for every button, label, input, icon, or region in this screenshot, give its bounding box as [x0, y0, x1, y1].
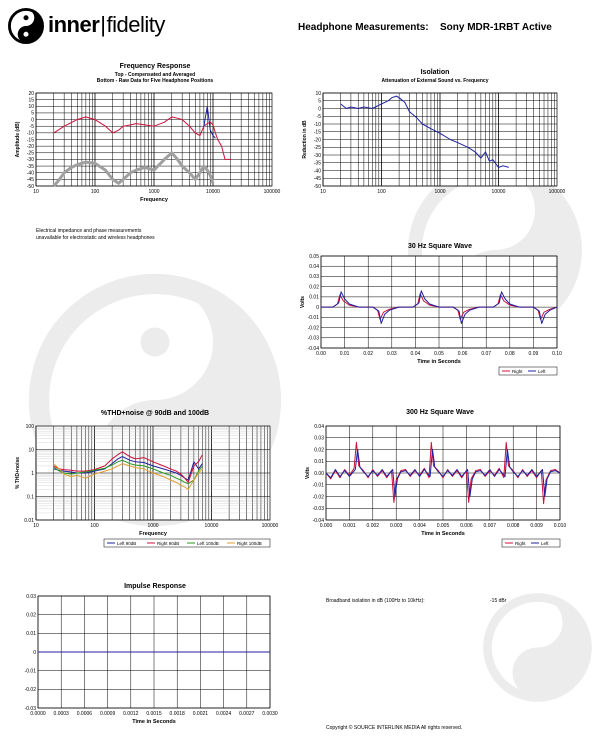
frequency_response-ytick-label: 15: [28, 97, 34, 104]
square_30hz-ytick-label: -0.01: [307, 315, 319, 322]
frequency_response-ytick-label: -50: [26, 183, 34, 190]
isolation-ytick-label: 5: [318, 98, 321, 105]
thd-ytick-label: 1: [31, 470, 34, 477]
square_30hz-ytick-label: -0.03: [307, 335, 319, 342]
frequency-response-title: Frequency Response: [119, 63, 191, 70]
thd-xtick-label: 10000: [204, 523, 219, 529]
frequency-response-subtitle-1: Top - Compensated and Averaged: [114, 72, 196, 78]
square_300hz-ytick-label: -0.02: [312, 494, 324, 501]
isolation-xtick-label: 10000: [491, 189, 506, 195]
thd-ylabel: % THD+noise: [15, 456, 21, 490]
impulse-ytick-label: 0.03: [26, 593, 36, 600]
frequency_response-xtick-label: 10: [33, 189, 39, 195]
square_300hz-xtick-label: 0.005: [436, 523, 450, 529]
brand-separator: |: [100, 12, 106, 37]
isolation-ytick-label: 0: [318, 106, 321, 113]
frequency_response-xtick-label: 10000: [206, 189, 220, 195]
brand-name-light: fidelity: [106, 12, 165, 37]
header-model: Sony MDR-1RBT Active: [440, 22, 552, 33]
broadband-isolation-value: -15 dBr: [490, 598, 507, 604]
thd-title: %THD+noise @ 90dB and 100dB: [100, 410, 210, 417]
impulse-xtick-label: 0.0012: [123, 711, 139, 717]
impulse-xtick-label: 0.0000: [30, 711, 46, 717]
thd-xlabel: Frequency: [139, 531, 167, 537]
square-30hz-title: 30 Hz Square Wave: [408, 243, 472, 250]
square_30hz-ytick-label: -0.04: [307, 345, 319, 352]
square_30hz-xtick-label: 0.09: [528, 351, 539, 357]
isolation-ytick-label: 10: [315, 90, 321, 97]
square_30hz-xtick-label: 0.00: [316, 351, 326, 357]
impulse-title: Impulse Response: [124, 583, 186, 590]
frequency_response-ytick-label: 5: [31, 110, 34, 117]
thd-legend-label: Right 90dB: [157, 540, 180, 546]
impulse-xtick-label: 0.0024: [215, 711, 232, 717]
square_30hz-xtick-label: 0.05: [434, 351, 444, 357]
frequency_response-xtick-label: 100: [90, 189, 100, 195]
isolation-ytick-label: -30: [313, 152, 321, 159]
copyright: Copyright © SOURCE INTERLINK MEDIA All rights reserved.: [326, 725, 463, 731]
broadband-isolation-label: Broadband isolation in dB (100Hz to 10kHz):: [326, 598, 425, 604]
isolation-ytick-label: -25: [313, 145, 321, 152]
impulse-ytick-label: 0.01: [26, 631, 36, 638]
square_30hz-xtick-label: 0.04: [410, 351, 421, 357]
thd-legend-label: Left 90dB: [117, 540, 137, 546]
square_300hz-xtick-label: 0.010: [553, 523, 567, 529]
thd-xtick-label: 1000: [147, 523, 159, 529]
square_300hz-ytick-label: 0.03: [314, 435, 324, 442]
isolation-subtitle: Attenuation of External Sound vs. Frequency: [381, 78, 489, 84]
frequency_response-xtick-label: 100000: [263, 189, 281, 195]
frequency_response-ytick-label: -35: [26, 163, 34, 170]
frequency_response-ylabel: Amplitude (dB): [15, 121, 21, 158]
header-label: Headphone Measurements:: [298, 22, 429, 33]
thd-ytick-label: 100: [25, 423, 34, 430]
square_30hz-xtick-label: 0.02: [363, 351, 374, 357]
frequency_response-ytick-label: -30: [26, 157, 34, 164]
square-300hz-title: 300 Hz Square Wave: [406, 409, 474, 416]
frequency_response-ytick-label: -25: [26, 150, 34, 157]
impulse-xtick-label: 0.0003: [53, 711, 69, 717]
impedance-note-line-2: unavailable for electrostatic and wireless headphones: [36, 235, 155, 241]
square_300hz-xtick-label: 0.009: [530, 523, 543, 529]
square_300hz-ytick-label: 0.01: [314, 459, 324, 466]
isolation-ytick-label: -20: [313, 137, 321, 144]
square_300hz-xlabel: Time in Seconds: [421, 531, 465, 537]
square_30hz-xlabel: Time in Seconds: [417, 359, 461, 365]
impulse-ytick-label: 0.02: [26, 612, 36, 619]
square_300hz-xtick-label: 0.002: [366, 523, 380, 529]
impulse-ytick-label: -0.03: [24, 705, 36, 712]
square_300hz-ytick-label: 0.00: [314, 470, 324, 477]
square_30hz-ytick-label: 0.03: [309, 274, 319, 281]
impulse-xtick-label: 0.0030: [262, 711, 278, 717]
square_30hz-xtick-label: 0.07: [481, 351, 492, 357]
frequency_response-ytick-label: 0: [31, 117, 34, 124]
impulse-xtick-label: 0.0015: [146, 711, 162, 717]
isolation-ylabel: Reduction in dB: [302, 120, 308, 159]
frequency-response-subtitle-2: Bottom - Raw Data for Five Headphone Positions: [96, 78, 214, 84]
frequency_response-ytick-label: -45: [26, 177, 34, 184]
thd-ytick-label: 10: [28, 447, 34, 454]
square_300hz-ytick-label: -0.01: [312, 482, 324, 489]
frequency_response-ytick-label: -40: [26, 170, 34, 177]
square_300hz-xtick-label: 0.007: [483, 523, 497, 529]
square_30hz-xtick-label: 0.01: [339, 351, 350, 357]
square_300hz-xtick-label: 0.003: [389, 523, 403, 529]
square_300hz-xtick-label: 0.001: [343, 523, 356, 529]
square_30hz-xtick-label: 0.10: [552, 351, 562, 357]
square_30hz-ytick-label: 0.05: [309, 253, 319, 260]
impulse-xtick-label: 0.0021: [192, 711, 209, 717]
isolation-xtick-label: 1000: [434, 189, 446, 195]
square_30hz-legend-label: Right: [512, 368, 523, 374]
thd-ytick-label: 0.1: [27, 494, 34, 501]
square_30hz-xtick-label: 0.03: [386, 351, 397, 357]
frequency_response-ytick-label: 20: [28, 90, 34, 97]
square_30hz-ytick-label: -0.02: [307, 325, 319, 332]
square_30hz-ytick-label: 0.02: [309, 284, 319, 291]
impulse-ytick-label: -0.02: [24, 687, 36, 694]
frequency_response-ytick-label: -20: [26, 143, 34, 150]
impedance-note-line-1: Electrical impedance and phase measurements: [36, 228, 142, 234]
square_300hz-ytick-label: -0.03: [312, 506, 324, 513]
impulse-xtick-label: 0.0006: [76, 711, 93, 717]
square_300hz-xtick-label: 0.004: [413, 523, 426, 529]
isolation-ytick-label: -10: [313, 121, 321, 128]
square_300hz-ylabel: Volts: [305, 467, 311, 479]
isolation-title: Isolation: [420, 69, 450, 76]
square_30hz-xtick-label: 0.06: [457, 351, 468, 357]
frequency_response-ytick-label: -5: [29, 124, 34, 131]
isolation-ytick-label: -40: [313, 168, 321, 175]
isolation-ytick-label: -35: [313, 160, 321, 167]
square_300hz-xtick-label: 0.008: [506, 523, 520, 529]
square_30hz-xtick-label: 0.08: [504, 351, 515, 357]
impulse-ytick-label: 0: [33, 649, 36, 656]
isolation-ytick-label: -5: [316, 114, 321, 121]
square_300hz-ytick-label: -0.04: [312, 517, 324, 524]
square_300hz-ytick-label: 0.02: [314, 447, 324, 454]
thd-xtick-label: 10: [33, 523, 39, 529]
frequency_response-xlabel: Frequency: [140, 197, 168, 203]
square_300hz-legend-label: Right: [515, 540, 526, 546]
brand-name-bold: inner: [48, 12, 100, 37]
isolation-ytick-label: -45: [313, 176, 321, 183]
thd-legend-label: Left 100dB: [197, 540, 219, 546]
isolation-xtick-label: 100: [377, 189, 386, 195]
impulse-ytick-label: -0.01: [24, 668, 36, 675]
square_30hz-ytick-label: 0.01: [309, 294, 319, 301]
impulse-xtick-label: 0.0018: [169, 711, 185, 717]
isolation-ytick-label: -15: [313, 129, 321, 136]
frequency_response-ytick-label: 10: [28, 104, 34, 111]
thd-ytick-label: 0.01: [24, 517, 34, 524]
square_300hz-xtick-label: 0.006: [460, 523, 473, 529]
square_30hz-ytick-label: 0.04: [309, 264, 319, 271]
thd-legend-label: Right 100dB: [237, 540, 262, 546]
isolation-xtick-label: 10: [320, 189, 326, 195]
square_300hz-xtick-label: 0.000: [319, 523, 333, 529]
square_300hz-ytick-label: 0.04: [314, 423, 324, 430]
thd-xtick-label: 100000: [261, 523, 279, 529]
frequency_response-ytick-label: -10: [26, 130, 34, 137]
impulse-xtick-label: 0.0027: [239, 711, 255, 717]
isolation-xtick-label: 100000: [548, 189, 566, 195]
square_300hz-legend-label: Left: [541, 540, 549, 546]
frequency_response-ytick-label: -15: [26, 137, 34, 144]
impulse-xtick-label: 0.0009: [99, 711, 116, 717]
square_30hz-ylabel: Volts: [300, 296, 306, 308]
isolation-ytick-label: -50: [313, 183, 321, 190]
square_30hz-legend-label: Left: [538, 368, 546, 374]
frequency_response-xtick-label: 1000: [148, 189, 160, 195]
thd-xtick-label: 100: [90, 523, 99, 529]
impulse-xlabel: Time in Seconds: [132, 719, 176, 725]
square_30hz-ytick-label: 0: [316, 304, 319, 311]
